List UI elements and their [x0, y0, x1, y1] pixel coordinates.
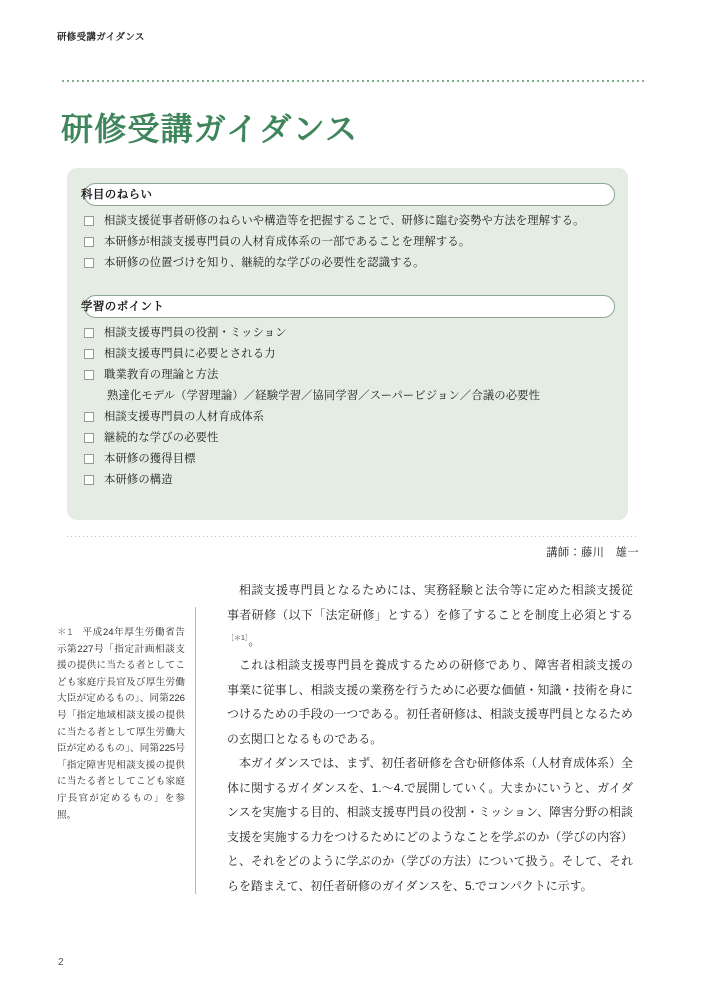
list-item — [67, 345, 628, 366]
list-item — [67, 233, 628, 254]
points-checklist — [67, 324, 628, 492]
body-paragraph-2: これは相談支援専門員を養成するための研修であり、障害者相談支援の事業に従事し、相談支援の業務を行うために必要な価値・知識・技術を身につけるための手段の一つである。初任者研修は、相談支援専門員となるための玄関口となるものである。 — [227, 658, 633, 746]
body-paragraph-1-tail: 。 — [248, 633, 261, 648]
instructor-line: 講師：藤川 雄一 — [546, 547, 639, 559]
running-header: 研修受講ガイダンス — [57, 32, 145, 43]
page-title: 研修受講ガイダンス — [61, 111, 359, 148]
checkbox-icon[interactable] — [84, 370, 94, 380]
list-item-label: 相談支援専門員に必要とされる力 — [104, 348, 276, 360]
list-item-label: 継続的な学びの必要性 — [104, 432, 219, 444]
list-item-label: 本研修の位置づけを知り、継続的な学びの必要性を認識する。 — [104, 257, 425, 269]
objectives-panel — [67, 168, 628, 520]
list-item — [67, 254, 628, 275]
body-text — [227, 578, 633, 898]
checkbox-icon[interactable] — [84, 237, 94, 247]
list-item — [67, 212, 628, 233]
section-header-aim-label: 科目のねらい — [81, 189, 153, 201]
footnote-divider — [195, 607, 196, 894]
list-item — [67, 366, 628, 387]
body-paragraph-1-text: 相談支援専門員となるためには、実務経験と法令等に定めた相談支援従事者研修（以下「法定研修」とする）を修了することを制度上必須とする — [227, 583, 633, 622]
list-item-label: 本研修の構造 — [104, 474, 173, 486]
list-item-subnote-label: 熟達化モデル（学習理論）／経験学習／協同学習／スーパービジョン／合議の必要性 — [107, 390, 541, 402]
checkbox-icon[interactable] — [84, 475, 94, 485]
list-item — [67, 324, 628, 345]
page-number: 2 — [58, 957, 64, 968]
list-item — [67, 429, 628, 450]
footnote-marker: ＊1 — [57, 627, 73, 638]
list-item-label: 相談支援専門員の役割・ミッション — [104, 327, 287, 339]
list-item-label: 職業教育の理論と方法 — [104, 369, 219, 381]
body-paragraph-3: 本ガイダンスでは、まず、初任者研修を含む研修体系（人材育成体系）全体に関するガイダンスを、1.〜4.で展開していく。大まかにいうと、ガイダンスを実施する目的、相談支援専門員の役割・ミッション、障害分野の相談支援を実施する力をつけるためにどのようなことを学ぶのか（学びの内容）と、それをどのように学ぶのか（学びの方法）について扱う。そして、それらを踏まえて、初任者研修のガイダンスを、5.でコンパクトに示す。 — [227, 756, 633, 893]
footnote-text: 平成24年厚生労働省告示第227号「指定計画相談支援の提供に当たる者としてこども家庭庁長官及び厚生労働大臣が定めるもの」、同第226号「指定地域相談支援の提供に当たる者として厚生労働大臣が定めるもの」、同第225号「指定障害児相談支援の提供に当たる者としてこども家庭庁長官が定めるもの」を参照。 — [57, 627, 186, 821]
list-item-label: 本研修が相談支援専門員の人材育成体系の一部であることを理解する。 — [104, 236, 471, 248]
list-item — [67, 408, 628, 429]
footnote — [57, 625, 185, 824]
checkbox-icon[interactable] — [84, 328, 94, 338]
list-item-label: 相談支援専門員の人材育成体系 — [104, 411, 265, 423]
body-paragraph-1 — [227, 578, 633, 653]
list-item — [67, 450, 628, 471]
checkbox-icon[interactable] — [84, 258, 94, 268]
checkbox-icon[interactable] — [84, 216, 94, 226]
list-item-subnote — [67, 387, 628, 408]
checkbox-icon[interactable] — [84, 454, 94, 464]
list-item-label: 本研修の獲得目標 — [104, 453, 196, 465]
footnote-reference: ［＊1］ — [227, 635, 249, 642]
section-header-aim — [84, 183, 615, 206]
checkbox-icon[interactable] — [84, 349, 94, 359]
list-item-label: 相談支援従事者研修のねらいや構造等を把握することで、研修に臨む姿勢や方法を理解する。 — [104, 215, 585, 227]
checkbox-icon[interactable] — [84, 412, 94, 422]
list-item — [67, 471, 628, 492]
section-header-points-label: 学習のポイント — [81, 301, 165, 313]
instructor-dotted-rule — [67, 536, 638, 537]
checkbox-icon[interactable] — [84, 433, 94, 443]
title-dotted-rule — [62, 80, 645, 82]
aim-checklist — [67, 212, 628, 275]
